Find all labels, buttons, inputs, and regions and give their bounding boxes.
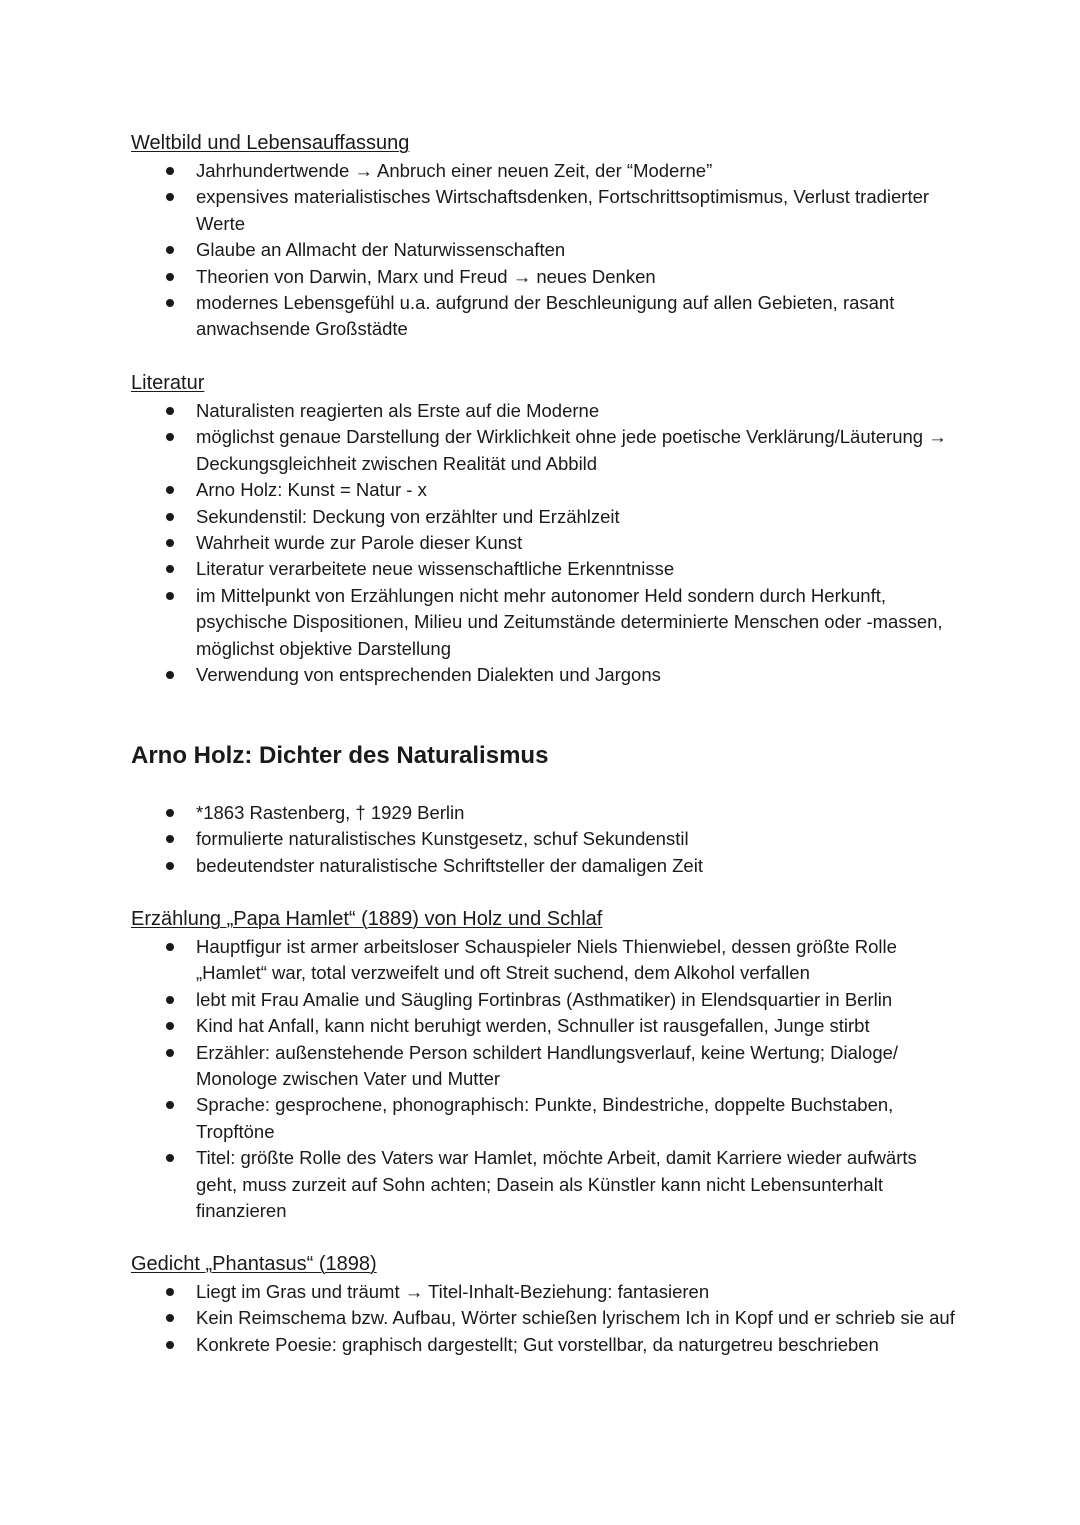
bullet-icon: [166, 1154, 174, 1162]
bullet-icon: [166, 835, 174, 843]
bullet-icon: [166, 943, 174, 951]
bullet-icon: [166, 565, 174, 573]
bullet-icon: [166, 539, 174, 547]
bullet-icon: [166, 1314, 174, 1322]
bullet-icon: [166, 193, 174, 201]
bullet-icon: [166, 1022, 174, 1030]
list-item: bedeutendster naturalistische Schriftsteller der damaligen Zeit: [0, 853, 1080, 879]
section-heading-papa-hamlet: Erzählung „Papa Hamlet“ (1889) von Holz und Schlaf: [131, 908, 603, 930]
list-item: Theorien von Darwin, Marx und Freud → neues Denken: [0, 264, 1080, 290]
list-item: Kein Reimschema bzw. Aufbau, Wörter schießen lyrischem Ich in Kopf und er schrieb sie auf: [0, 1305, 1080, 1331]
section-heading-phantasus: Gedicht „Phantasus“ (1898): [131, 1253, 377, 1275]
weltbild-list: [0, 158, 1080, 343]
bullet-icon: [166, 1049, 174, 1057]
list-item: Jahrhundertwende → Anbruch einer neuen Zeit, der “Moderne”: [0, 158, 1080, 184]
section-heading-weltbild: Weltbild und Lebensauffassung: [131, 132, 410, 154]
phantasus-list: [0, 1279, 1080, 1358]
bullet-icon: [166, 671, 174, 679]
list-item: Liegt im Gras und träumt → Titel-Inhalt-Beziehung: fantasieren: [0, 1279, 1080, 1305]
list-item: formulierte naturalistisches Kunstgesetz, schuf Sekundenstil: [0, 826, 1080, 852]
bullet-icon: [166, 1341, 174, 1349]
bullet-icon: [166, 246, 174, 254]
list-item: im Mittelpunkt von Erzählungen nicht mehr autonomer Held sondern durch Herkunft, psychische Dispositionen, Milieu und Zeitumstände determinierte Menschen oder -massen, möglichst objektive Darstellung: [0, 583, 1080, 662]
bullet-icon: [166, 809, 174, 817]
list-item: Erzähler: außenstehende Person schildert Handlungsverlauf, keine Wertung; Dialoge/ Monologe zwischen Vater und Mutter: [0, 1040, 1080, 1093]
section-heading-literatur: Literatur: [131, 372, 205, 394]
page-title: Arno Holz: Dichter des Naturalismus: [131, 742, 549, 769]
bullet-icon: [166, 299, 174, 307]
list-item: Verwendung von entsprechenden Dialekten und Jargons: [0, 662, 1080, 688]
bullet-icon: [166, 407, 174, 415]
bullet-icon: [166, 486, 174, 494]
papa-hamlet-list: [0, 934, 1080, 1224]
bullet-icon: [166, 433, 174, 441]
bullet-icon: [166, 592, 174, 600]
list-item: expensives materialistisches Wirtschaftsdenken, Fortschrittsoptimismus, Verlust tradierter Werte: [0, 184, 1080, 237]
list-item: Arno Holz: Kunst = Natur - x: [0, 477, 1080, 503]
list-item: Literatur verarbeitete neue wissenschaftliche Erkenntnisse: [0, 556, 1080, 582]
bullet-icon: [166, 167, 174, 175]
list-item: Titel: größte Rolle des Vaters war Hamlet, möchte Arbeit, damit Karriere wieder aufwärts geht, muss zurzeit auf Sohn achten; Dasein als Künstler kann nicht Lebensunterhalt finanzieren: [0, 1145, 1080, 1224]
list-item: modernes Lebensgefühl u.a. aufgrund der Beschleunigung auf allen Gebieten, rasant anwachsende Großstädte: [0, 290, 1080, 343]
list-item: Konkrete Poesie: graphisch dargestellt; Gut vorstellbar, da naturgetreu beschrieben: [0, 1332, 1080, 1358]
list-item: Naturalisten reagierten als Erste auf die Moderne: [0, 398, 1080, 424]
list-item: Kind hat Anfall, kann nicht beruhigt werden, Schnuller ist rausgefallen, Junge stirbt: [0, 1013, 1080, 1039]
list-item: möglichst genaue Darstellung der Wirklichkeit ohne jede poetische Verklärung/Läuterung → Deckungsgleichheit zwischen Realität und Abbild: [0, 424, 1080, 477]
bullet-icon: [166, 1288, 174, 1296]
list-item: *1863 Rastenberg, † 1929 Berlin: [0, 800, 1080, 826]
list-item: Sekundenstil: Deckung von erzählter und Erzählzeit: [0, 504, 1080, 530]
list-item: Hauptfigur ist armer arbeitsloser Schauspieler Niels Thienwiebel, dessen größte Rolle „Hamlet“ war, total verzweifelt und oft Streit suchend, dem Alkohol verfallen: [0, 934, 1080, 987]
literatur-list: [0, 398, 1080, 688]
bullet-icon: [166, 862, 174, 870]
bullet-icon: [166, 273, 174, 281]
list-item: Wahrheit wurde zur Parole dieser Kunst: [0, 530, 1080, 556]
bullet-icon: [166, 513, 174, 521]
bullet-icon: [166, 996, 174, 1004]
bullet-icon: [166, 1101, 174, 1109]
list-item: Glaube an Allmacht der Naturwissenschaften: [0, 237, 1080, 263]
author-facts-list: [0, 800, 1080, 879]
list-item: lebt mit Frau Amalie und Säugling Fortinbras (Asthmatiker) in Elendsquartier in Berlin: [0, 987, 1080, 1013]
list-item: Sprache: gesprochene, phonographisch: Punkte, Bindestriche, doppelte Buchstaben, Tropftöne: [0, 1092, 1080, 1145]
